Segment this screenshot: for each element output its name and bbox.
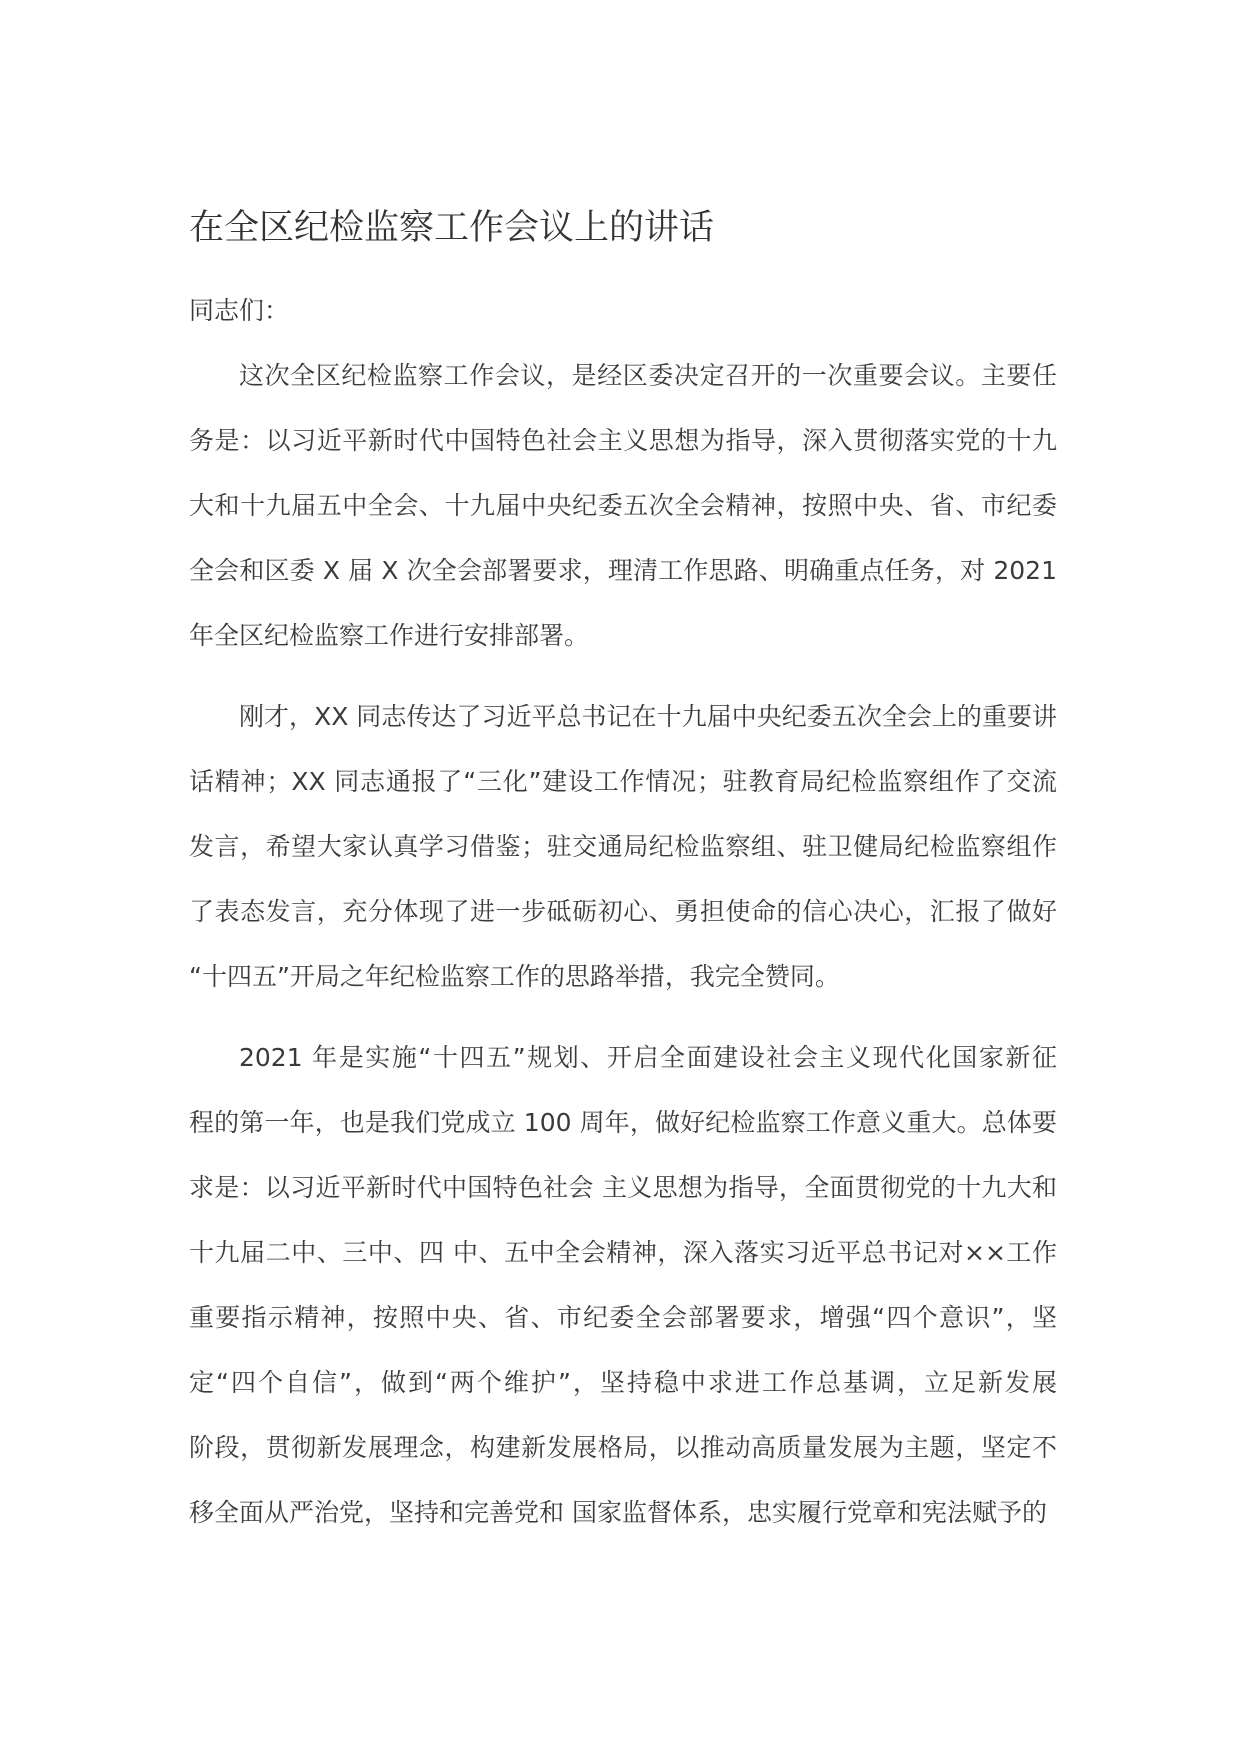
paragraph-line: 阶段，贯彻新发展理念，构建新发展格局，以推动高质量发展为主题，坚定不: [189, 1433, 1057, 1462]
paragraph: [189, 1025, 1057, 1545]
paragraph-line: 话精神；XX 同志通报了“三化”建设工作情况；驻教育局纪检监察组作了交流: [189, 767, 1057, 796]
paragraph-line: 年全区纪检监察工作进行安排部署。: [189, 621, 590, 650]
paragraph: [189, 684, 1057, 1009]
paragraph-line: 求是：以习近平新时代中国特色社会 主义思想为指导，全面贯彻党的十九大和: [189, 1173, 1057, 1202]
document-body: [189, 278, 1057, 1561]
paragraph-line: 程的第一年，也是我们党成立 100 周年，做好纪检监察工作意义重大。总体要: [189, 1108, 1057, 1137]
paragraph-line: “十四五”开局之年纪检监察工作的思路举措，我完全赞同。: [189, 962, 840, 991]
paragraph-line: 2021 年是实施“十四五”规划、开启全面建设社会主义现代化国家新征: [239, 1043, 1057, 1072]
paragraph-line: 了表态发言，充分体现了进一步砥砺初心、勇担使命的信心决心，汇报了做好: [189, 897, 1057, 926]
paragraph-line: 发言，希望大家认真学习借鉴；驻交通局纪检监察组、驻卫健局纪检监察组作: [189, 832, 1057, 861]
greeting-text: 同志们：: [189, 296, 290, 325]
paragraph-line: 移全面从严治党，坚持和完善党和 国家监督体系，忠实履行党章和宪法赋予的: [189, 1498, 1047, 1527]
paragraph-line: 大和十九届五中全会、十九届中央纪委五次全会精神，按照中央、省、市纪委: [189, 491, 1057, 520]
paragraph-line: 务是：以习近平新时代中国特色社会主义思想为指导，深入贯彻落实党的十九: [189, 426, 1057, 455]
paragraph-line: 十九届二中、三中、四 中、五中全会精神，深入落实习近平总书记对××工作: [189, 1238, 1057, 1267]
greeting-paragraph: [189, 278, 1057, 343]
paragraph-line: 定“四个自信”，做到“两个维护”，坚持稳中求进工作总基调，立足新发展: [189, 1368, 1057, 1397]
paragraph-line: 这次全区纪检监察工作会议，是经区委决定召开的一次重要会议。主要任: [239, 361, 1057, 390]
paragraph-line: 刚才，XX 同志传达了习近平总书记在十九届中央纪委五次全会上的重要讲: [239, 702, 1057, 731]
document-title: 在全区纪检监察工作会议上的讲话: [189, 208, 715, 248]
paragraph: [189, 343, 1057, 668]
paragraph-line: 重要指示精神，按照中央、省、市纪委全会部署要求，增强“四个意识”，坚: [189, 1303, 1057, 1332]
paragraph-line: 全会和区委 X 届 X 次全会部署要求，理清工作思路、明确重点任务，对 2021: [189, 556, 1057, 585]
